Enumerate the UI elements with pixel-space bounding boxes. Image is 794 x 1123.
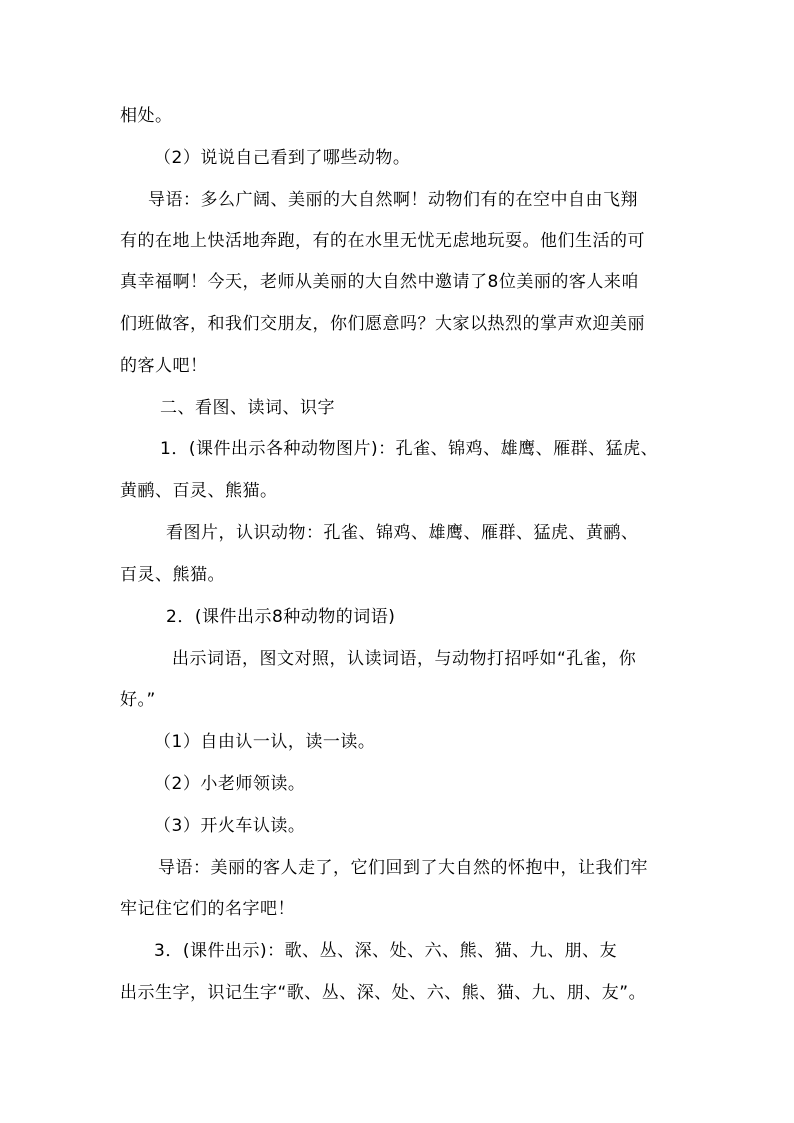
paragraph-line: （2）说说自己看到了哪些动物。 <box>154 148 411 168</box>
paragraph-line: 牢记住它们的名字吧！ <box>120 899 295 919</box>
paragraph-line: 的客人吧！ <box>120 356 208 376</box>
paragraph-line: 1．(课件出示各种动物图片)：孔雀、锦鸡、雄鹰、雁群、猛虎、 <box>160 439 659 459</box>
paragraph-line: 有的在地上快活地奔跑，有的在水里无忧无虑地玩耍。他们生活的可 <box>120 231 645 251</box>
paragraph-line: 看图片，认识动物：孔雀、锦鸡、雄鹰、雁群、猛虎、黄鹂、 <box>166 523 639 543</box>
paragraph-line: 相处。 <box>120 106 173 126</box>
paragraph-line: 3．(课件出示)：歌、丛、深、处、六、熊、猫、九、朋、友 <box>154 941 618 961</box>
paragraph-line: 导语：多么广阔、美丽的大自然啊！动物们有的在空中自由飞翔 <box>148 190 638 210</box>
paragraph-line: 黄鹂、百灵、熊猫。 <box>120 481 278 501</box>
section-heading: 二、看图、读词、识字 <box>160 398 335 418</box>
paragraph-line: 出示生字，识记生字“歌、丛、深、处、六、熊、猫、九、朋、友”。 <box>120 983 647 1003</box>
list-item: （1）自由认一认，读一读。 <box>154 732 376 752</box>
list-item: （3）开火车认读。 <box>154 816 306 836</box>
paragraph-line: 导语：美丽的客人走了，它们回到了大自然的怀抱中，让我们牢 <box>158 858 648 878</box>
paragraph-line: 百灵、熊猫。 <box>120 565 225 585</box>
paragraph-line: 们班做客，和我们交朋友，你们愿意吗？大家以热烈的掌声欢迎美丽 <box>120 314 645 334</box>
paragraph-line: 好。” <box>120 690 156 710</box>
list-item: （2）小老师领读。 <box>154 774 306 794</box>
paragraph-line: 真幸福啊！今天，老师从美丽的大自然中邀请了8位美丽的客人来咱 <box>120 272 639 292</box>
paragraph-line: 2．(课件出示8种动物的词语) <box>166 607 396 627</box>
paragraph-line: 出示词语，图文对照，认读词语，与动物打招呼如“孔雀，你 <box>172 649 637 669</box>
